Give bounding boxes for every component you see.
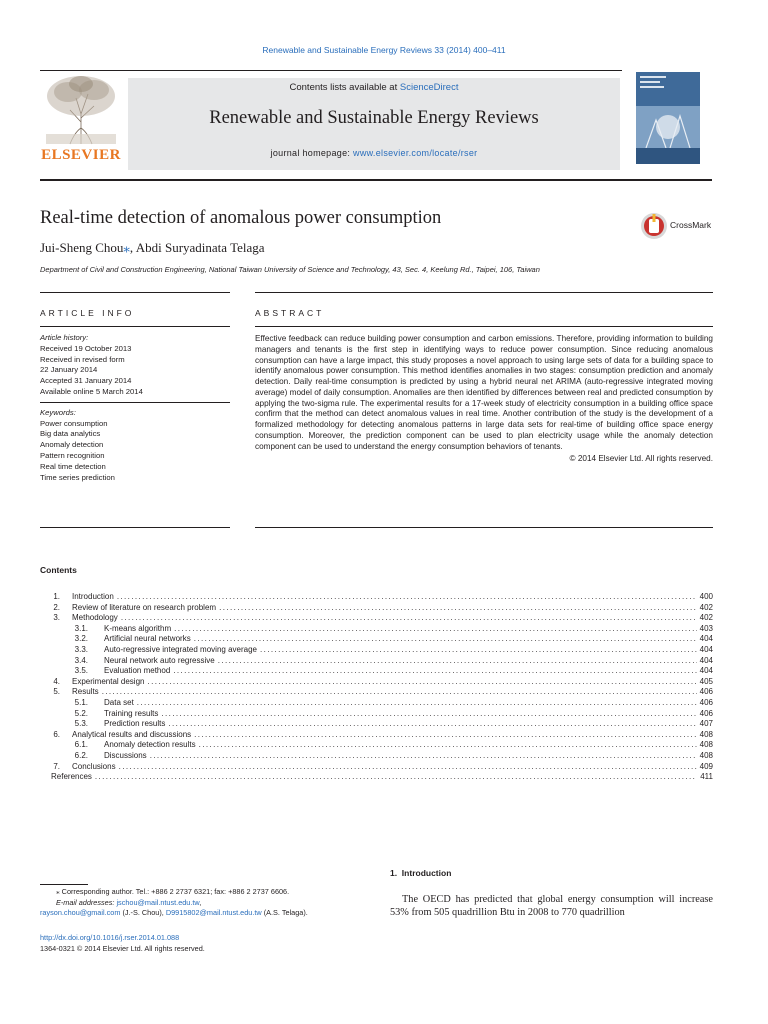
toc-leader xyxy=(95,772,697,783)
history-line: Available online 5 March 2014 xyxy=(40,386,143,396)
toc-number: 6.1. xyxy=(74,740,88,750)
toc-page: 404 xyxy=(699,634,713,644)
keyword: Real time detection xyxy=(40,461,106,471)
toc-leader xyxy=(218,656,697,667)
journal-title: Renewable and Sustainable Energy Reviews xyxy=(209,108,539,128)
toc-number: 3.5. xyxy=(74,666,88,676)
footnote xyxy=(40,887,370,919)
toc-number: 6. xyxy=(53,729,60,739)
abstract-copyright: © 2014 Elsevier Ltd. All rights reserved. xyxy=(569,454,713,464)
toc-page: 405 xyxy=(699,676,713,686)
abstract-body xyxy=(255,334,713,465)
footnote-rule xyxy=(40,884,88,885)
toc-leader xyxy=(194,634,697,645)
keyword: Time series prediction xyxy=(40,472,115,482)
tree-icon xyxy=(40,72,122,146)
sciencedirect-link[interactable]: ScienceDirect xyxy=(399,82,459,93)
toc-page: 404 xyxy=(699,666,713,676)
toc-entry[interactable] xyxy=(40,624,713,635)
toc-number: 1. xyxy=(53,592,60,601)
toc-page: 402 xyxy=(699,613,713,623)
paper-title: Real-time detection of anomalous power consumption xyxy=(40,208,442,228)
info-mid-rule xyxy=(40,326,230,327)
toc-entry[interactable] xyxy=(40,740,713,751)
toc-entry[interactable] xyxy=(40,656,713,667)
toc-title: Review of literature on research problem xyxy=(72,602,217,612)
abstract-mid-rule xyxy=(255,326,713,327)
contents-available-line: Contents lists available at ScienceDirect xyxy=(289,82,459,93)
toc-number: 5.2. xyxy=(74,708,88,718)
toc-leader xyxy=(119,762,697,773)
toc-entry[interactable] xyxy=(40,634,713,645)
toc-leader xyxy=(137,698,697,709)
crossmark-label: CrossMark xyxy=(670,220,712,230)
toc-entry[interactable] xyxy=(40,772,713,783)
toc-title: Analytical results and discussions xyxy=(72,729,192,739)
toc-entry[interactable] xyxy=(40,698,713,709)
toc-number: 3.3. xyxy=(74,644,88,654)
toc-page: 406 xyxy=(699,687,713,697)
toc-title: Evaluation method xyxy=(104,666,171,676)
crossmark-button[interactable] xyxy=(640,210,720,242)
toc-title: Data set xyxy=(104,697,134,707)
abstract-bottom-rule xyxy=(255,527,713,528)
toc-page: 406 xyxy=(699,708,713,718)
corresponding-author-note: ⁎ Corresponding author. Tel.: +886 2 2737 6321; fax: +886 2 2737 6606. xyxy=(56,887,290,896)
doi-link[interactable]: http://dx.doi.org/10.1016/j.rser.2014.01.088 xyxy=(40,933,180,942)
toc-title: Anomaly detection results xyxy=(104,740,196,750)
toc-page: 409 xyxy=(699,761,713,771)
email-link[interactable]: rayson.chou@gmail.com xyxy=(40,908,121,918)
toc-leader xyxy=(102,687,697,698)
header-bottom-rule xyxy=(40,179,712,181)
toc-entry[interactable] xyxy=(40,592,713,603)
journal-citation[interactable]: Renewable and Sustainable Energy Reviews 33 (2014) 400–411 xyxy=(262,45,506,55)
introduction-text: The OECD has predicted that global energy consumption will increase 53% from 505 quadrillion Btu in 2008 to 770 quadrillion xyxy=(390,894,713,918)
toc-title: K-means algorithm xyxy=(104,623,172,633)
article-info-heading: ARTICLE INFO xyxy=(40,308,135,318)
article-info xyxy=(40,333,230,483)
journal-cover-thumbnail xyxy=(636,72,700,164)
table-of-contents xyxy=(40,592,713,783)
toc-title: Conclusions xyxy=(72,761,116,771)
toc-leader xyxy=(168,719,696,730)
toc-number: 7. xyxy=(53,761,60,771)
introduction-heading: 1. Introduction xyxy=(390,868,452,878)
toc-entry[interactable] xyxy=(40,709,713,720)
contents-heading: Contents xyxy=(40,565,77,575)
toc-title: Prediction results xyxy=(104,719,166,729)
toc-leader xyxy=(173,666,696,677)
keyword: Pattern recognition xyxy=(40,450,105,460)
header-rule xyxy=(40,70,622,71)
toc-entry[interactable] xyxy=(40,719,713,730)
toc-page: 408 xyxy=(699,729,713,739)
toc-title: Artificial neural networks xyxy=(104,634,191,644)
toc-entry[interactable] xyxy=(40,730,713,741)
toc-number: 2. xyxy=(53,602,60,612)
toc-number: 5.3. xyxy=(74,719,88,729)
toc-number: 5.1. xyxy=(74,697,88,707)
toc-entry[interactable] xyxy=(40,613,713,624)
history-line: 22 January 2014 xyxy=(40,365,98,375)
keywords-label: Keywords: xyxy=(40,407,76,417)
toc-title: Results xyxy=(72,687,99,697)
toc-number: 3.1. xyxy=(74,623,88,633)
toc-title: Auto-regressive integrated moving average xyxy=(104,644,257,654)
toc-page: 400 xyxy=(699,592,713,601)
abstract-paragraph: Effective feedback can reduce building power consumption and carbon emissions. Therefore, providing information to building managers and tenants is the first step in identifying ways to reduce power consumption. Since reducing anomalous consumption can have a large impact, this study proposes a novel approach to using large sets of data for a building space to identify anomalous power consumption. This method identifies anomalies in two stages: consumption prediction and anomaly detection. Daily real-time consumption is predicted by using a hybrid neural net ARIMA (auto-regressive integrated moving average) model of daily consumption. Anomalies are then identified by differences between real and predicted consumption by applying the two-sigma rule. The experimental results for a 17-week study of electricity consumption in a building office space confirm that the method can detect anomalous values in real time. Another contribution of the study is the development of a formalized methodology for detecting anomalous patterns in large data sets for real-time of building office space energy consumption. Moreover, the prediction component can be used to plan electricity usage while the anomaly detection component can be used to understand the energy consumption behaviors of tenants. xyxy=(255,334,713,451)
toc-leader xyxy=(150,751,697,762)
keyword: Anomaly detection xyxy=(40,440,104,450)
email-line: rayson.chou@gmail.com (J.-S. Chou), D9915802@mail.ntust.edu.tw (A.S. Telaga). xyxy=(40,908,308,918)
toc-page: 407 xyxy=(699,719,713,729)
toc-leader xyxy=(121,613,697,624)
toc-title: Neural network auto regressive xyxy=(104,655,215,665)
keyword: Power consumption xyxy=(40,418,108,428)
toc-title: References xyxy=(51,772,92,782)
info-top-rule xyxy=(40,292,230,293)
history-line: Received 19 October 2013 xyxy=(40,343,132,353)
toc-entry[interactable] xyxy=(40,677,713,688)
corresponding-author-mark[interactable]: ⁎ xyxy=(123,240,130,255)
info-bottom-rule xyxy=(40,527,230,528)
journal-banner xyxy=(128,78,620,170)
keyword: Big data analytics xyxy=(40,429,101,439)
email-line: E-mail addresses: jschou@mail.ntust.edu.tw, xyxy=(56,897,202,907)
toc-page: 402 xyxy=(699,602,713,612)
homepage-link[interactable]: www.elsevier.com/locate/rser xyxy=(353,148,478,158)
toc-title: Introduction xyxy=(72,592,114,601)
toc-title: Methodology xyxy=(72,613,118,623)
toc-entry[interactable] xyxy=(40,687,713,698)
toc-leader xyxy=(194,730,696,741)
toc-entry[interactable] xyxy=(40,751,713,762)
toc-page: 406 xyxy=(699,697,713,707)
toc-page: 403 xyxy=(699,623,713,633)
toc-page: 408 xyxy=(699,750,713,760)
toc-number: 4. xyxy=(53,676,60,686)
toc-entry[interactable] xyxy=(40,645,713,656)
toc-number: 3. xyxy=(53,613,60,623)
journal-homepage: journal homepage: www.elsevier.com/locate/rser xyxy=(270,148,478,158)
toc-leader xyxy=(117,592,697,603)
toc-title: Experimental design xyxy=(72,676,145,686)
author-list: Jui-Sheng Chou⁎, Abdi Suryadinata Telaga xyxy=(40,240,265,255)
email-link[interactable]: jschou@mail.ntust.edu.tw xyxy=(116,897,200,907)
toc-number: 5. xyxy=(53,687,60,697)
toc-leader xyxy=(161,709,696,720)
toc-number: 3.4. xyxy=(74,655,88,665)
toc-entry[interactable] xyxy=(40,603,713,614)
toc-leader xyxy=(174,624,697,635)
history-line: Received in revised form xyxy=(40,354,125,364)
history-line: Accepted 31 January 2014 xyxy=(40,376,132,386)
history-label: Article history: xyxy=(40,333,89,342)
toc-page: 411 xyxy=(700,772,713,782)
issn-line: 1364-0321 © 2014 Elsevier Ltd. All rights reserved. xyxy=(40,943,205,953)
affiliation: Department of Civil and Construction Engineering, National Taiwan University of Science and Technology, 43, Sec. 4, Keelung Rd., Taipei, 106, Taiwan xyxy=(40,265,540,274)
toc-entry[interactable] xyxy=(40,666,713,677)
email-link[interactable]: D9915802@mail.ntust.edu.tw xyxy=(165,908,262,918)
toc-title: Training results xyxy=(104,708,159,718)
toc-title: Discussions xyxy=(104,750,147,760)
toc-entry[interactable] xyxy=(40,762,713,773)
elsevier-logo xyxy=(40,72,122,164)
toc-leader xyxy=(260,645,697,656)
abstract-top-rule xyxy=(255,292,713,293)
toc-number: 6.2. xyxy=(74,750,88,760)
toc-page: 404 xyxy=(699,644,713,654)
toc-leader xyxy=(219,603,697,614)
publisher-name: ELSEVIER xyxy=(41,147,121,163)
toc-number: 3.2. xyxy=(74,634,88,644)
toc-leader xyxy=(199,740,697,751)
doi-block xyxy=(40,933,205,954)
toc-leader xyxy=(147,677,696,688)
author-name: Jui-Sheng Chou xyxy=(40,240,124,255)
author-name: Abdi Suryadinata Telaga xyxy=(135,240,265,255)
toc-page: 408 xyxy=(699,740,713,750)
toc-page: 404 xyxy=(699,655,713,665)
abstract-heading: ABSTRACT xyxy=(255,308,325,318)
info-divider xyxy=(40,402,230,403)
